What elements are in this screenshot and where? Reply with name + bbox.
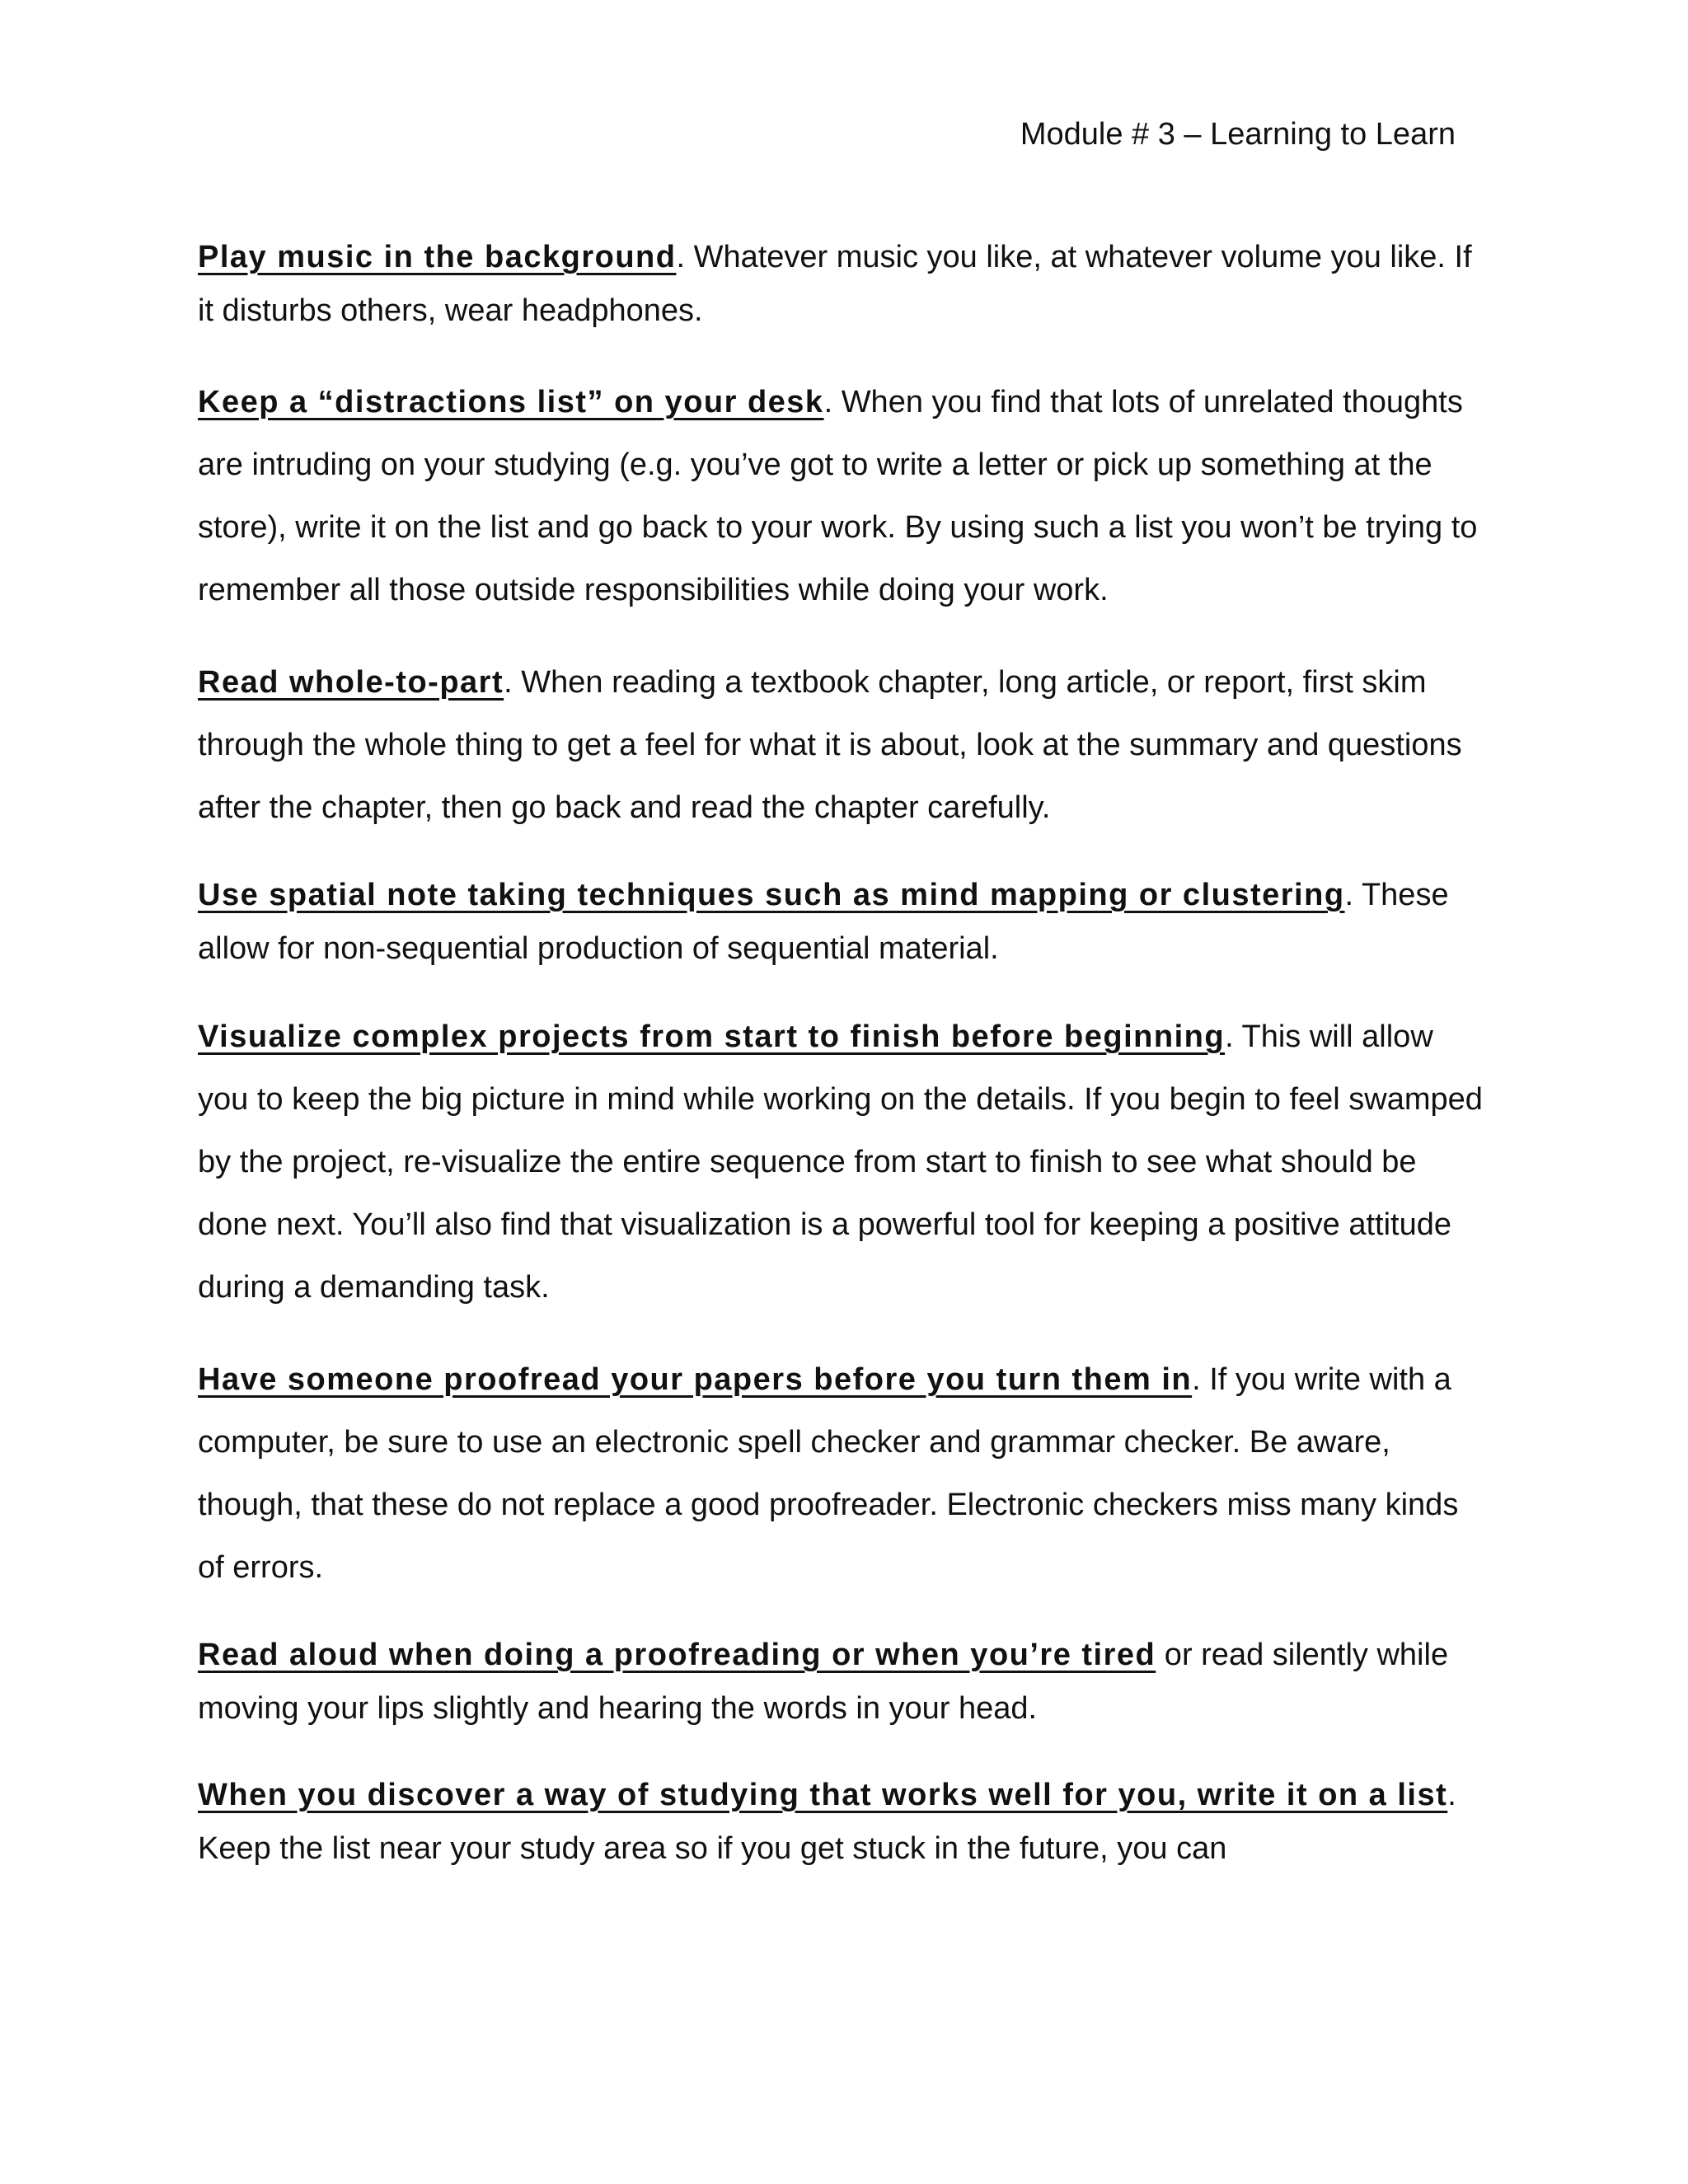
tip-heading: Keep a “distractions list” on your desk xyxy=(198,385,824,419)
tip-body: . Whatever music you like, at whatever volume you like. If it disturbs others, wear headphones. xyxy=(198,240,1472,328)
tip-paragraph xyxy=(198,231,1484,338)
tip-heading: Use spatial note taking techniques such as mind mapping or clustering xyxy=(198,878,1345,912)
tip-paragraph xyxy=(198,651,1484,839)
tip-heading: Read aloud when doing a proofreading or when you’re tired xyxy=(198,1638,1156,1672)
tip-body: or read silently while moving your lips slightly and hearing the words in your head. xyxy=(198,1638,1449,1726)
tip-body: . Keep the list near your study area so if you get stuck in the future, you can xyxy=(198,1778,1456,1866)
tip-body: . If you write with a computer, be sure to use an electronic spell checker and grammar checker. Be aware, though, that these do not replace a good proofreader. Electronic checkers miss many kinds of errors. xyxy=(198,1362,1459,1585)
tip-paragraph xyxy=(198,1769,1484,1876)
page-header xyxy=(1020,114,1456,155)
tip-paragraph xyxy=(198,1629,1484,1736)
tip-body: . When you find that lots of unrelated thoughts are intruding on your studying (e.g. you’ve got to write a letter or pick up something at the store), write it on the list and go back to your work. By using such a list you won’t be trying to remember all those outside responsibilities while doing your work. xyxy=(198,385,1478,607)
tip-heading: Play music in the background xyxy=(198,240,677,274)
tip-body: . This will allow you to keep the big picture in mind while working on the details. If you begin to feel swamped by the project, re-visualize the entire sequence from start to finish to see what should be done next. You’ll also find that visualization is a powerful tool for keeping a positive attitude during a demanding task. xyxy=(198,1019,1483,1305)
tip-paragraph xyxy=(198,1348,1484,1599)
tip-body: . When reading a textbook chapter, long article, or report, first skim through the whole thing to get a feel for what it is about, look at the summary and questions after the chapter, then go back and read the chapter carefully. xyxy=(198,665,1462,825)
tip-paragraph xyxy=(198,869,1484,976)
module-title: Module # 3 – Learning to Learn xyxy=(1020,117,1456,152)
tip-heading: Have someone proofread your papers before you turn them in xyxy=(198,1362,1193,1397)
tips-list xyxy=(198,231,1484,1876)
tip-heading: Visualize complex projects from start to finish before beginning xyxy=(198,1019,1226,1054)
tip-paragraph xyxy=(198,371,1484,621)
tip-heading: Read whole-to-part xyxy=(198,665,504,700)
tip-paragraph xyxy=(198,1005,1484,1319)
tip-body: . These allow for non-sequential production of sequential material. xyxy=(198,878,1449,966)
tip-heading: When you discover a way of studying that works well for you, write it on a list xyxy=(198,1778,1448,1812)
